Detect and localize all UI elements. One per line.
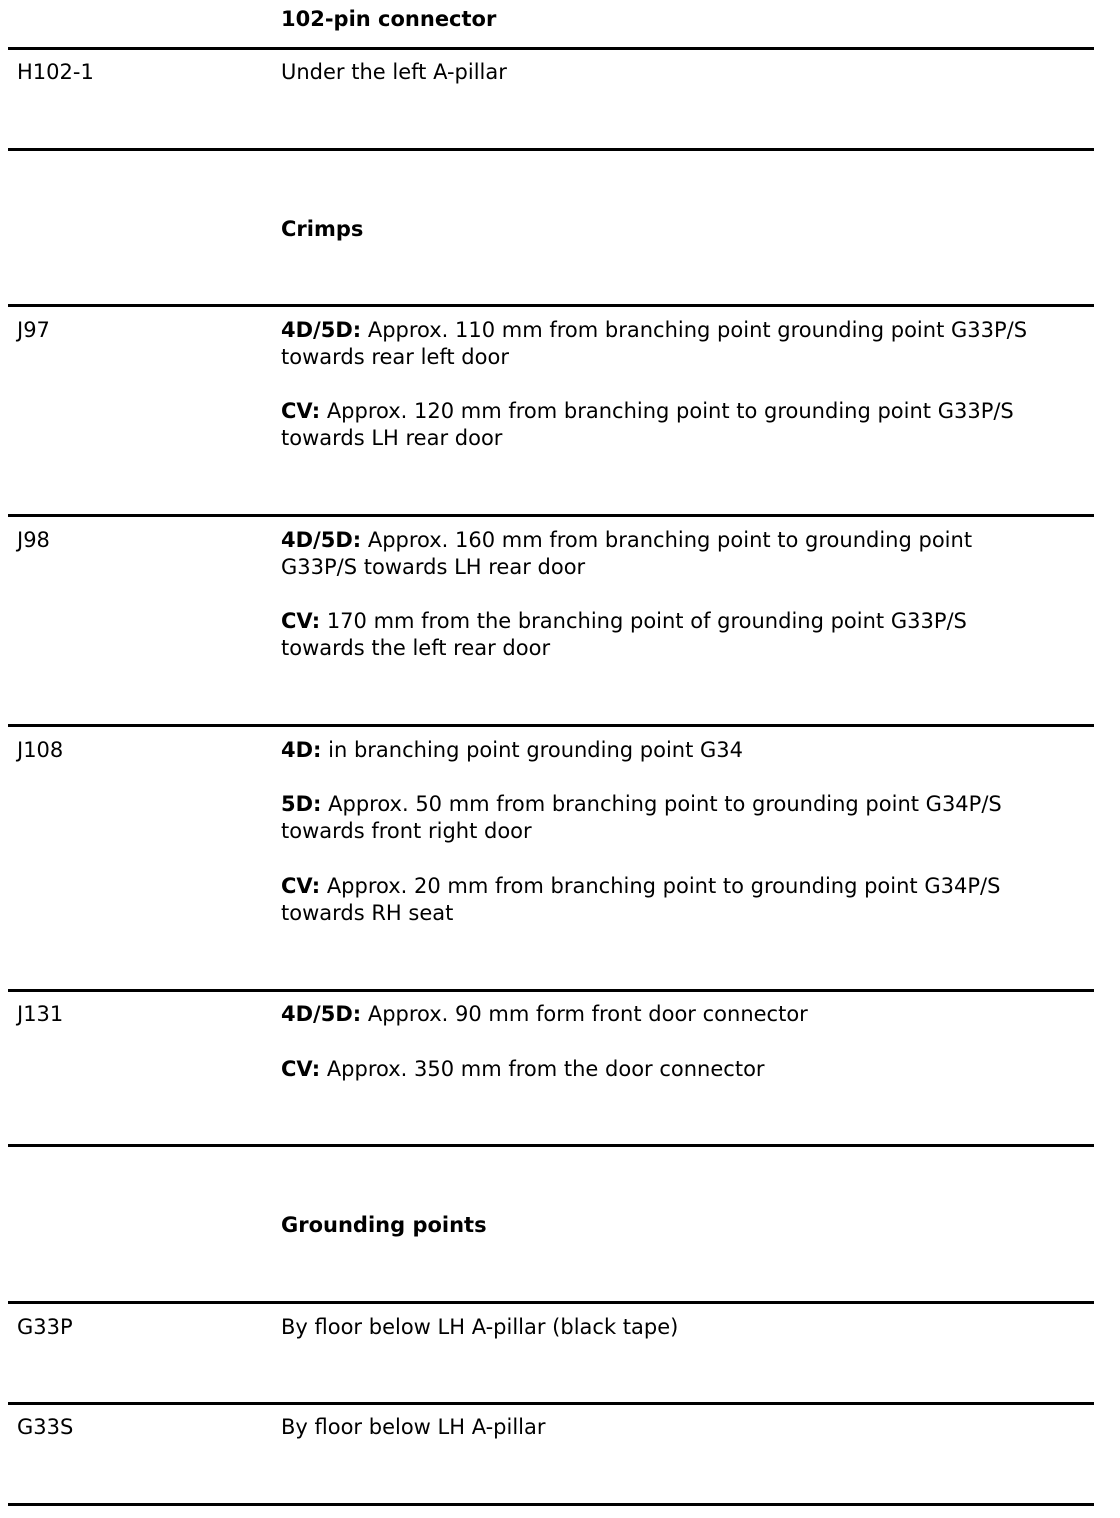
row-code-h102-1: H102-1: [17, 60, 94, 84]
row-code-j108: J108: [17, 738, 64, 762]
table-divider: [8, 1402, 1094, 1405]
table-divider: [8, 989, 1094, 992]
section-divider: [8, 1144, 1094, 1147]
crimp-entry-j97-cv: CV: Approx. 120 mm from branching point to grounding point G33P/S towards LH rear door: [281, 399, 1014, 450]
crimps-section-heading: Crimps: [281, 217, 364, 241]
connector-section-heading: 102-pin connector: [281, 7, 497, 31]
table-divider: [8, 724, 1094, 727]
table-divider: [8, 47, 1094, 50]
crimp-entry-j98-4d5d: 4D/5D: Approx. 160 mm from branching point to grounding point G33P/S towards LH rear door: [281, 528, 973, 579]
table-divider: [8, 304, 1094, 307]
table-divider: [8, 1301, 1094, 1304]
row-code-j131: J131: [17, 1002, 64, 1026]
crimp-entry-j98-cv: CV: 170 mm from the branching point of grounding point G33P/S towards the left rear door: [281, 609, 967, 660]
crimp-entry-j108-cv: CV: Approx. 20 mm from branching point to grounding point G34P/S towards RH seat: [281, 874, 1001, 925]
table-divider: [8, 514, 1094, 517]
crimp-entry-j131-4d5d: 4D/5D: Approx. 90 mm form front door connector: [281, 1002, 808, 1026]
row-code-j97: J97: [17, 318, 50, 342]
row-code-j98: J98: [17, 528, 50, 552]
row-description-h102-1: Under the left A-pillar: [281, 60, 507, 84]
row-code-g33s: G33S: [17, 1415, 74, 1439]
crimp-entry-j131-cv: CV: Approx. 350 mm from the door connector: [281, 1057, 765, 1081]
crimp-entry-j97-4d5d: 4D/5D: Approx. 110 mm from branching point grounding point G33P/S towards rear left door: [281, 318, 1028, 369]
crimp-entry-j108-4d: 4D: in branching point grounding point G34: [281, 738, 744, 762]
row-description-g33p: By floor below LH A-pillar (black tape): [281, 1315, 679, 1339]
crimp-entry-j108-5d: 5D: Approx. 50 mm from branching point to grounding point G34P/S towards front right door: [281, 792, 1002, 843]
section-divider: [8, 148, 1094, 151]
grounding-section-heading: Grounding points: [281, 1213, 487, 1237]
row-code-g33p: G33P: [17, 1315, 73, 1339]
table-divider: [8, 1503, 1094, 1506]
row-description-g33s: By floor below LH A-pillar: [281, 1415, 546, 1439]
